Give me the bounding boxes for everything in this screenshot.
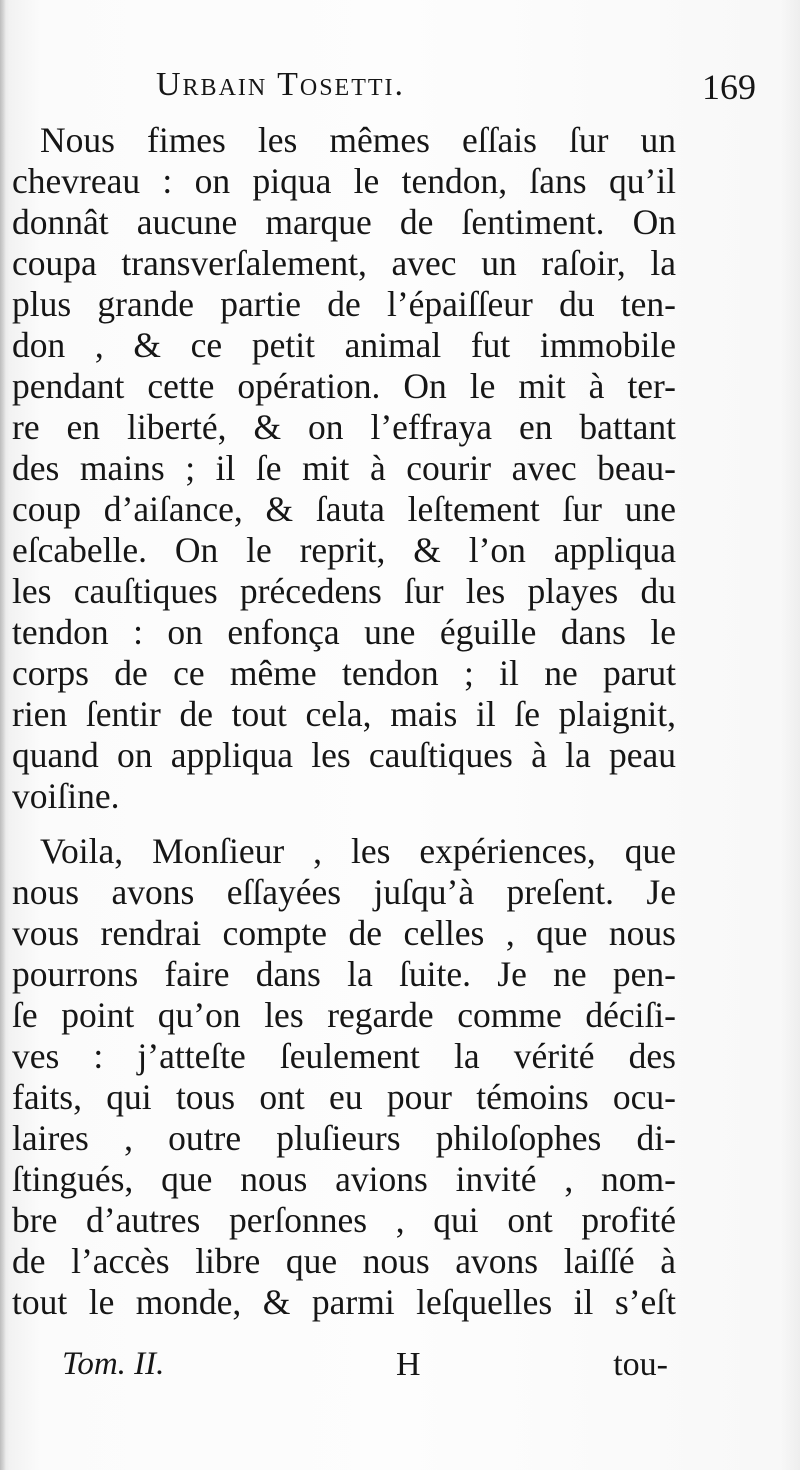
text-line: ſtingués, que nous avions invité , nom- xyxy=(12,1159,676,1199)
text-line: faits, qui tous ont eu pour témoins ocu- xyxy=(12,1077,676,1117)
text-line: bre d’autres perſonnes , qui ont profité xyxy=(12,1200,676,1240)
page-number: 169 xyxy=(702,67,756,107)
text-line: donnât aucune marque de ſentiment. On xyxy=(12,202,676,242)
text-line: tendon : on enfonça une éguille dans le xyxy=(12,612,676,652)
text-line: ves : j’atteſte ſeulement la vérité des xyxy=(12,1036,676,1076)
text-line: des mains ; il ſe mit à courir avec beau- xyxy=(12,448,676,488)
text-line: don , & ce petit animal fut immobile xyxy=(12,325,676,365)
text-line: Nous fimes les mêmes eſſais ſur un xyxy=(40,120,676,160)
running-title: Urbain Tosetti. xyxy=(156,66,406,103)
text-line: rien ſentir de tout cela, mais il ſe plaignit, xyxy=(12,694,676,734)
page-footer xyxy=(62,1346,668,1390)
text-line: Voila, Monſieur , les expériences, que xyxy=(40,831,676,871)
text-line: re en liberté, & on l’effraya en battant xyxy=(12,407,676,447)
signature-mark: H xyxy=(396,1346,421,1383)
text-line: ſe point qu’on les regarde comme déciſi- xyxy=(12,995,676,1035)
text-line: chevreau : on piqua le tendon, ſans qu’il xyxy=(12,161,676,201)
page-spine-shadow xyxy=(0,0,6,1470)
text-line: eſcabelle. On le reprit, & l’on appliqua xyxy=(12,530,676,570)
body-text xyxy=(12,120,676,1323)
text-line: pendant cette opération. On le mit à ter- xyxy=(12,366,676,406)
text-line: les cauſtiques précedens ſur les playes du xyxy=(12,571,676,611)
text-line: voiſine. xyxy=(12,776,120,816)
text-line: quand on appliqua les cauſtiques à la peau xyxy=(12,735,676,775)
text-line: tout le monde, & parmi leſquelles il s’eſt xyxy=(12,1282,676,1322)
paragraph-gap xyxy=(12,817,676,831)
text-line: de l’accès libre que nous avons laiſſé à xyxy=(12,1241,676,1281)
volume-marker: Tom. II. xyxy=(62,1346,165,1382)
text-line: pourrons faire dans la ſuite. Je ne pen- xyxy=(12,954,676,994)
text-line: coup d’aiſance, & ſauta leſtement ſur une xyxy=(12,489,676,529)
text-line: laires , outre pluſieurs philoſophes di- xyxy=(12,1118,676,1158)
text-line: vous rendrai compte de celles , que nous xyxy=(12,913,676,953)
text-line: coupa transverſalement, avec un raſoir, la xyxy=(12,243,676,283)
page-header xyxy=(150,66,760,110)
catchword: tou- xyxy=(613,1346,668,1383)
text-line: nous avons eſſayées juſqu’à preſent. Je xyxy=(12,872,676,912)
text-line: plus grande partie de l’épaiſſeur du ten- xyxy=(12,284,676,324)
text-line: corps de ce même tendon ; il ne parut xyxy=(12,653,676,693)
